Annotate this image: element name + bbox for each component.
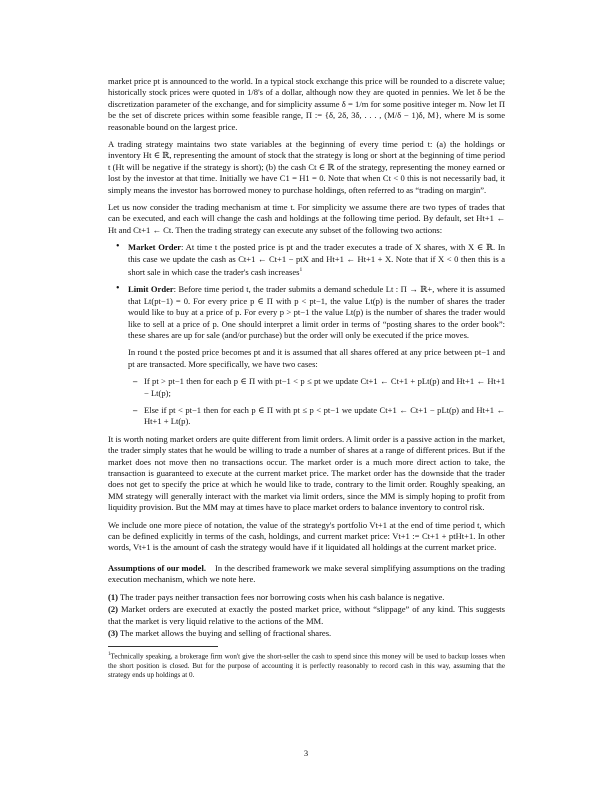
market-order-label: Market Order [128,242,182,253]
paragraph-portfolio-value: We include one more piece of notation, the value of the strategy's portfolio Vt+1 at the end of time period t, which can be defined explicitly in terms of the cash, holdings, and current market price: Vt+1 := Ct+1 + ptHt+1. In other words, Vt+1 is the amount of cash the strategy would have if it liquidated all holdings at the current market price. [108,519,505,553]
assumptions-paragraph [108,563,505,586]
case-price-up-text: – If pt > pt−1 then for each p ∈ Π with pt−1 < p ≤ pt we update Ct+1 ← Ct+1 + pLt(p) and Ht+1 ← Ht+1 − Lt(p); [144,376,505,398]
case-price-up [144,376,505,399]
paragraph-trading-mechanism: Let us now consider the trading mechanism at time t. For simplicity we assume there are two types of trades that can be executed, and each will change the cash and holdings at the following time period. By default, set Ht+1 ← Ht and Ct+1 ← Ct. Then the trading strategy can execute any subset of the following two actions: [108,202,505,235]
limit-order-text: : Before time period t, the trader submits a demand schedule Lt : Π → ℝ+, where it is assumed that Lt(pt−1) = 0. For every price p ∈ Π with p < pt−1, the value Lt(p) is the number of shares the trader would like to buy at a price of p. For every p > pt−1 the value Lt(p) is the number of shares the trader would like to sell at a price of p. One should interpret a limit order in terms of “posting shares to the order book”: these shares are up for sale (and/or purchase) but the order will only be executed if the price moves. [128,284,505,340]
assumptions-list [108,592,505,640]
paper-page [108,76,505,681]
order-types-list [108,242,505,428]
case-price-down [144,405,505,428]
paragraph-trading-strategy: A trading strategy maintains two state variables at the beginning of every time period t: (a) the holdings or inventory Ht ∈ ℝ, representing the amount of stock that the strategy is long or short at the beginning of time period t (Ht will be negative if the strategy is short); (b) the cash Ct ∈ ℝ of the strategy, representing the money earned or lost by the investor at that time. Initially we have C1 = H1 = 0. Note that when Ct < 0 this is not necessarily bad, it simply means the investor has borrowed money to purchase holdings, often referred to as “trading on margin”. [108,139,505,195]
assumption-item [108,592,505,603]
assumption-number: (3) [108,627,118,638]
case-price-down-text: – Else if pt < pt−1 then for each p ∈ Π with pt ≤ p < pt−1 we update Ct+1 ← Ct+1 − pLt(p) and Ht+1 ← Ht+1 + Lt(p). [144,405,505,427]
assumption-item [108,604,505,627]
footnote-mark-1[interactable]: 1 [299,267,303,274]
footnote-text: Technically speaking, a brokerage firm won't give the short-seller the cash to spend since this money will be used to backup losses when the short position is closed. But for the purpose of accounting it is perfectly reasonably to record cash in this way, assuming that the strategy ends up holdings at 0. [108,652,505,680]
assumption-number: (2) [108,604,118,615]
page-number: 3 [303,748,309,758]
bullet-limit-order [128,284,505,427]
footnote-marker: 1 [108,652,111,658]
assumption-text: The market allows the buying and selling of fractional shares. [119,627,332,638]
footnote [108,650,505,681]
assumptions-intro: In the described framework we make several simplifying assumptions on the trading execution mechanism, which we note here. [108,562,506,585]
assumption-text: The trader pays neither transaction fees nor borrowing costs when his cash balance is negative. [119,591,445,602]
bullet-market-order [128,242,505,278]
paragraph-market-vs-limit: It is worth noting market orders are quite different from limit orders. A limit order is a passive action in the market, the trader simply states that he would be willing to trade a number of shares at a range of different prices. But if the market does not move then no transactions occur. The market order is a much more direct action to take, the transaction is guaranteed to execute at the current market price. The market order has the downside that the trader does not get to specify the price at which he would like to trade, contrary to the limit order. Roughly speaking, an MM strategy will generally interact with the market via limit orders, since the MM is simply hoping to profit from liquidity provision. But the MM may at times have to place market orders to balance inventory to control risk. [108,433,505,513]
assumption-item [108,628,505,639]
limit-order-label: Limit Order [128,284,174,295]
assumptions-heading: Assumptions of our model. [108,562,206,573]
limit-order-cases [128,376,505,428]
footnote-rule [108,646,218,647]
market-order-text: : At time t the posted price is pt and the trader executes a trade of X shares, with X ∈ ℝ. In this case we update the cash as Ct+1 ← Ct+1 − ptX and Ht+1 ← Ht+1 + X. Note that if X < 0 then this is a short sale in which case the trader's cash increases [128,242,506,277]
paragraph-market-price: market price pt is announced to the world. In a typical stock exchange this price will be rounded to a discrete value; historically stock prices were quoted in 1/8's of a dollar, although now they are quoted in pennies. We let δ be the discretization parameter of the exchange, and for simplicity assume δ = 1/m for some positive integer m. Now let Π be the set of discrete prices within some feasible range, Π := {δ, 2δ, 3δ, . . . , (M/δ − 1)δ, M}, where M is some reasonable bound on the largest price. [108,76,505,132]
assumption-text: Market orders are executed at exactly the posted market price, without “slippage” of any kind. This suggests that the market is very liquid relative to the actions of the MM. [108,604,506,626]
limit-order-sub: In round t the posted price becomes pt and it is assumed that all shares offered at any price between pt−1 and pt are transacted. More specifically, we have two cases: [128,347,505,369]
assumption-number: (1) [108,591,118,602]
